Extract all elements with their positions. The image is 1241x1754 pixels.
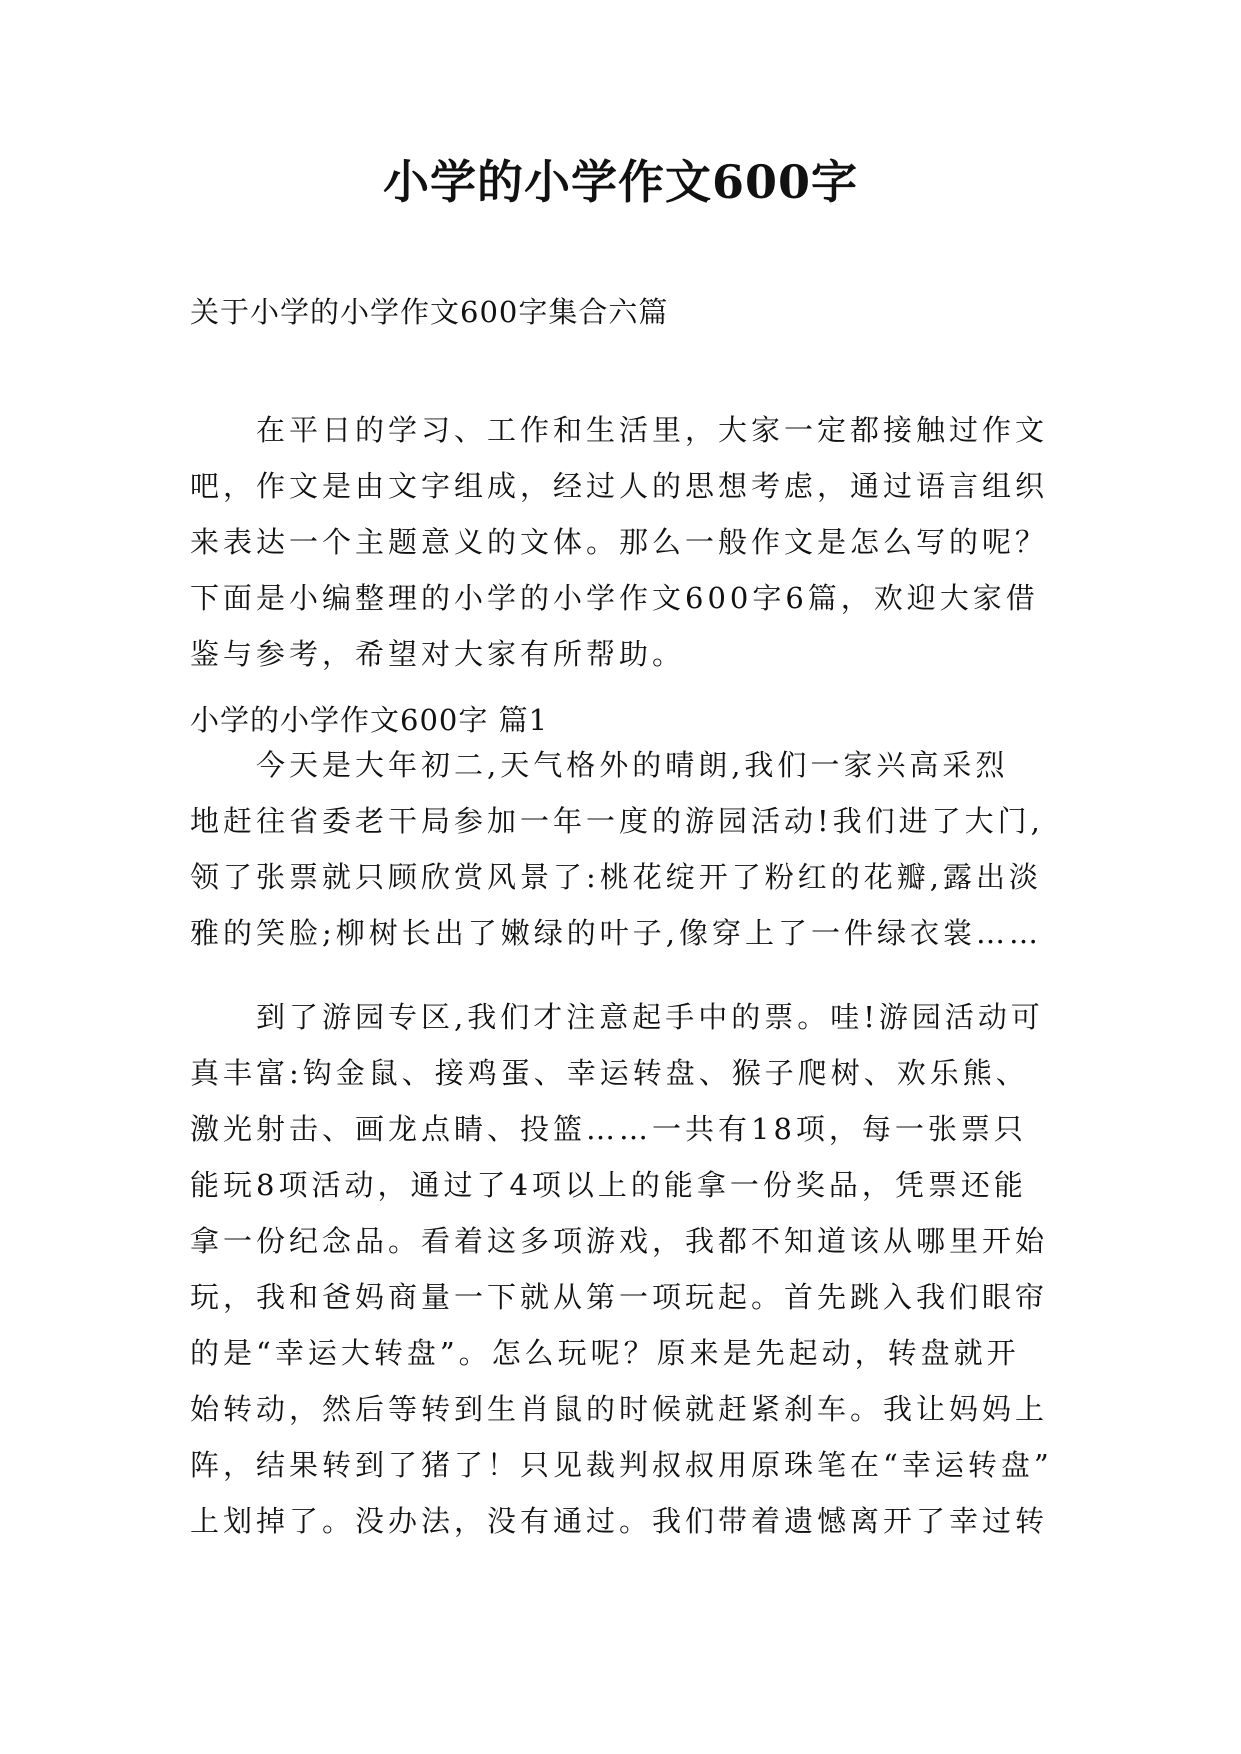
section-heading: 小学的小学作文600字 篇1 bbox=[190, 703, 549, 737]
intro-line: 鉴与参考，希望对大家有所帮助。 bbox=[190, 637, 686, 671]
paragraph-line: 始转动，然后等转到生肖鼠的时候就赶紧刹车。我让妈妈上 bbox=[190, 1392, 1049, 1426]
paragraph-line: 拿一份纪念品。看着这多项游戏，我都不知道该从哪里开始 bbox=[190, 1224, 1049, 1258]
intro-line: 吧，作文是由文字组成，经过人的思想考虑，通过语言组织 bbox=[190, 469, 1049, 503]
paragraph-line: 能玩8项活动，通过了4项以上的能拿一份奖品，凭票还能 bbox=[190, 1168, 1027, 1202]
paragraph-line: 阵，结果转到了猪了！只见裁判叔叔用原珠笔在“幸运转盘” bbox=[190, 1448, 1053, 1482]
paragraph-line: 地赶往省委老干局参加一年一度的游园活动!我们进了大门, bbox=[190, 804, 1044, 838]
paragraph-line: 到了游园专区,我们才注意起手中的票。哇!游园活动可 bbox=[256, 1000, 1044, 1034]
paragraph-1 bbox=[190, 737, 1090, 961]
paragraph-line: 玩，我和爸妈商量一下就从第一项玩起。首先跳入我们眼帘 bbox=[190, 1280, 1049, 1314]
paragraph-line: 上划掉了。没办法，没有通过。我们带着遗憾离开了幸过转 bbox=[190, 1504, 1049, 1538]
intro-line: 下面是小编整理的小学的小学作文600字6篇，欢迎大家借 bbox=[190, 581, 1039, 615]
document-subtitle: 关于小学的小学作文600字集合六篇 bbox=[190, 295, 669, 329]
paragraph-line: 的是“幸运大转盘”。怎么玩呢？原来是先起动，转盘就开 bbox=[190, 1336, 1020, 1370]
paragraph-line: 激光射击、画龙点睛、投篮……一共有18项，每一张票只 bbox=[190, 1112, 1027, 1146]
intro-line: 来表达一个主题意义的文体。那么一般作文是怎么写的呢？ bbox=[190, 525, 1049, 559]
intro-paragraph bbox=[190, 402, 1090, 682]
paragraph-line: 领了张票就只顾欣赏风景了:桃花绽开了粉红的花瓣,露出淡 bbox=[190, 860, 1042, 894]
paragraph-line: 真丰富:钩金鼠、接鸡蛋、幸运转盘、猴子爬树、欢乐熊、 bbox=[190, 1056, 1029, 1090]
paragraph-line: 今天是大年初二,天气格外的晴朗,我们一家兴高采烈 bbox=[256, 748, 1009, 782]
paragraph-line: 雅的笑脸;柳树长出了嫩绿的叶子,像穿上了一件绿衣裳…… bbox=[190, 916, 1042, 950]
paragraph-2 bbox=[190, 989, 1090, 1549]
intro-line: 在平日的学习、工作和生活里，大家一定都接触过作文 bbox=[256, 413, 1049, 447]
document-title: 小学的小学作文600字 bbox=[382, 155, 859, 209]
